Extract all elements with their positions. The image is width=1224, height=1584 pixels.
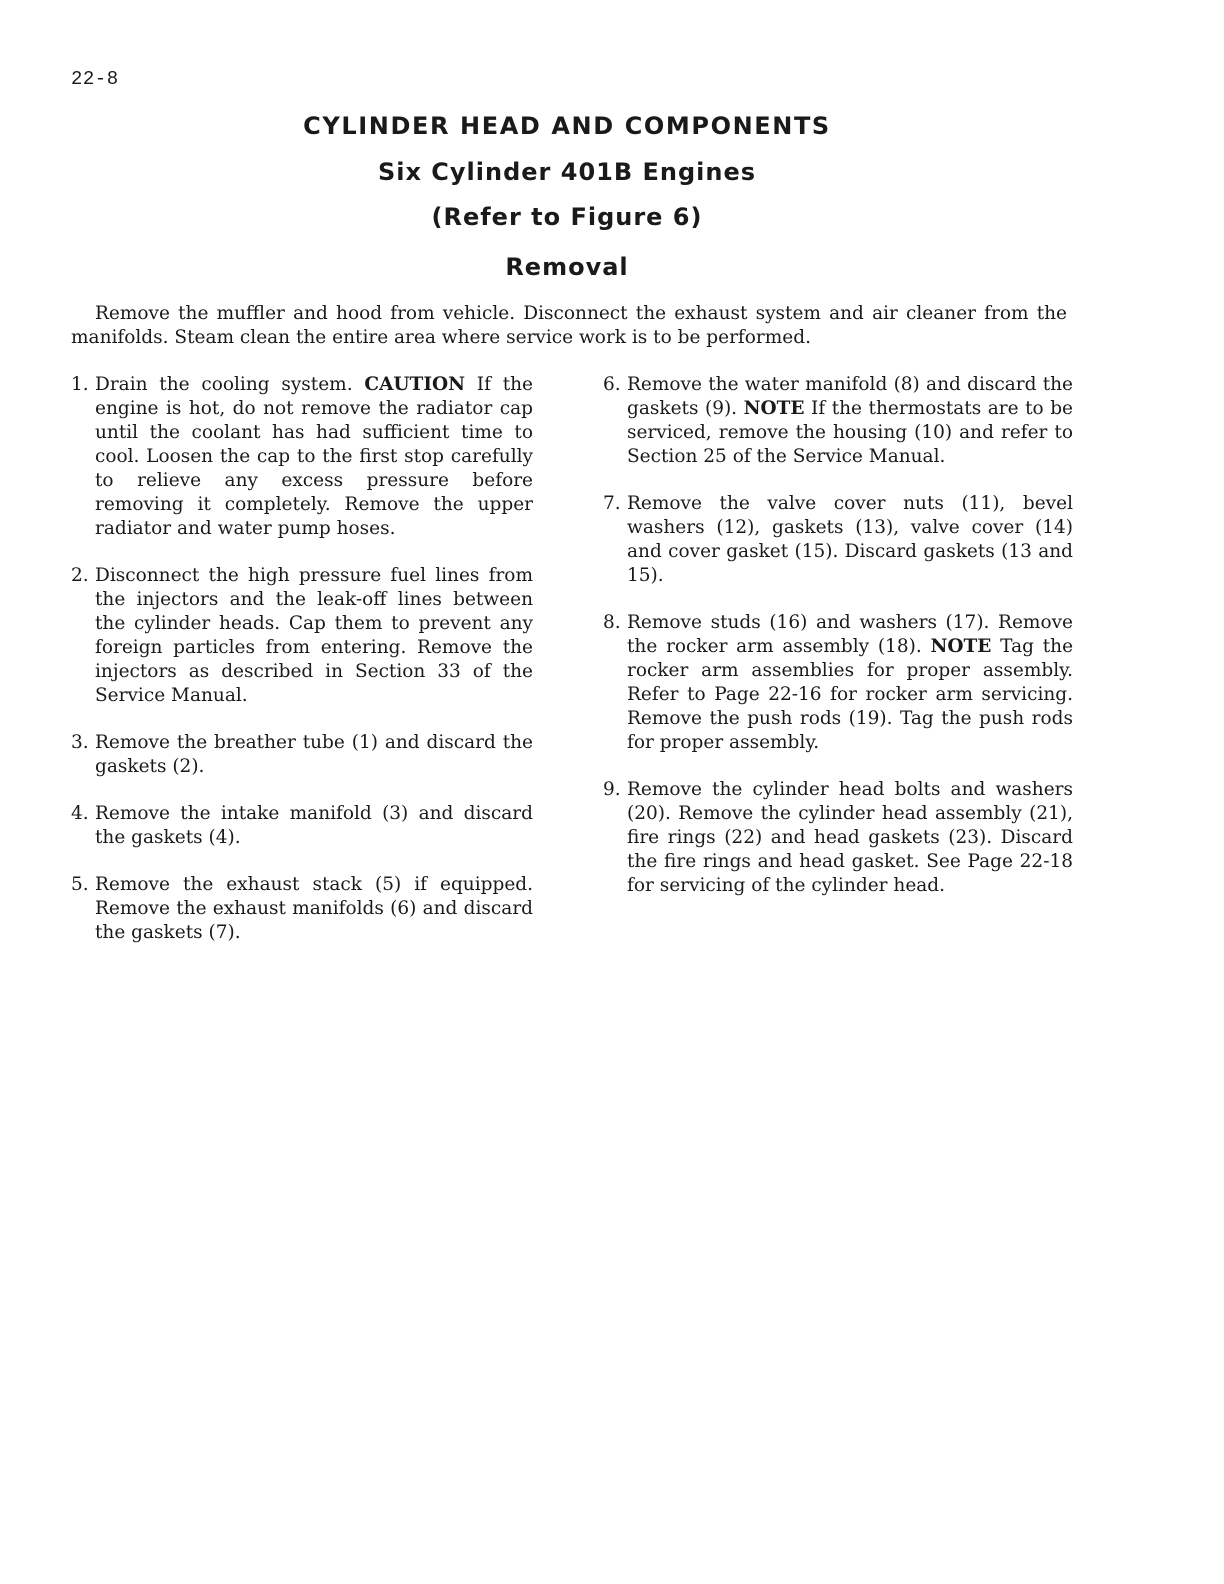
step-text: Disconnect the high pressure fuel lines from the injectors and the leak-off lines between the cylinder heads. Cap them to prevent any foreign particles from entering. Remove the injectors as described in Section 33 of the Service Manual. xyxy=(95,565,533,706)
note-label: NOTE xyxy=(930,636,992,657)
engine-subtitle: Six Cylinder 401B Engines xyxy=(377,158,757,186)
step-number: 5. xyxy=(71,874,89,895)
figure-reference: (Refer to Figure 6) xyxy=(431,203,703,231)
step-text: Remove the cylinder head bolts and washers (20). Remove the cylinder head assembly (21), fire rings (22) and head gaskets (23). Discard the fire rings and head gasket. See Page 22-18 for servicing of the cylinder head. xyxy=(627,779,1073,896)
step-text: If the engine is hot, do not remove the radiator cap until the coolant has had sufficient time to cool. Loosen the cap to the first stop carefully to relieve any excess pressure before removing it completely. Remove the upper radiator and water pump hoses. xyxy=(95,374,533,539)
note-label: NOTE xyxy=(743,398,805,419)
step-6 xyxy=(603,373,1073,469)
step-number: 2. xyxy=(71,565,89,586)
step-text: Remove the water manifold (8) and discard the gaskets (9). xyxy=(627,374,1073,419)
step-5 xyxy=(71,873,533,945)
steps-right-column xyxy=(603,373,1073,921)
step-9 xyxy=(603,778,1073,898)
step-number: 1. xyxy=(71,374,89,395)
caution-label: CAUTION xyxy=(364,374,466,395)
step-text: Remove the intake manifold (3) and discard the gaskets (4). xyxy=(95,803,533,848)
step-8 xyxy=(603,611,1073,755)
step-text: Drain the cooling system. xyxy=(95,374,353,395)
step-4 xyxy=(71,802,533,850)
step-text: Remove the valve cover nuts (11), bevel washers (12), gaskets (13), valve cover (14) and cover gasket (15). Discard gaskets (13 and 15). xyxy=(627,493,1073,586)
page-number: 22-8 xyxy=(71,68,119,90)
intro-paragraph: Remove the muffler and hood from vehicle. Disconnect the exhaust system and air cleaner from the manifolds. Steam clean the entire area where service work is to be performed. xyxy=(71,303,1067,348)
page-title: CYLINDER HEAD AND COMPONENTS xyxy=(303,112,831,140)
step-1 xyxy=(71,373,533,541)
step-number: 3. xyxy=(71,732,89,753)
step-2 xyxy=(71,564,533,708)
step-number: 8. xyxy=(603,612,621,633)
step-7 xyxy=(603,492,1073,588)
step-text: Remove studs (16) and washers (17). Remove the rocker arm assembly (18). xyxy=(627,612,1073,657)
step-text: Tag the rocker arm assemblies for proper assembly. Refer to Page 22-16 for rocker arm servicing. Remove the push rods (19). Tag the push rods for proper assembly. xyxy=(627,636,1074,753)
step-text: If the thermostats are to be serviced, remove the housing (10) and refer to Section 25 of the Service Manual. xyxy=(627,398,1073,467)
step-text: Remove the exhaust stack (5) if equipped. Remove the exhaust manifolds (6) and discard the gaskets (7). xyxy=(95,874,533,943)
step-number: 7. xyxy=(603,493,621,514)
step-3 xyxy=(71,731,533,779)
step-number: 9. xyxy=(603,779,621,800)
section-heading: Removal xyxy=(505,253,629,281)
steps-left-column xyxy=(71,373,533,968)
step-number: 4. xyxy=(71,803,89,824)
step-number: 6. xyxy=(603,374,621,395)
step-text: Remove the breather tube (1) and discard the gaskets (2). xyxy=(95,732,533,777)
